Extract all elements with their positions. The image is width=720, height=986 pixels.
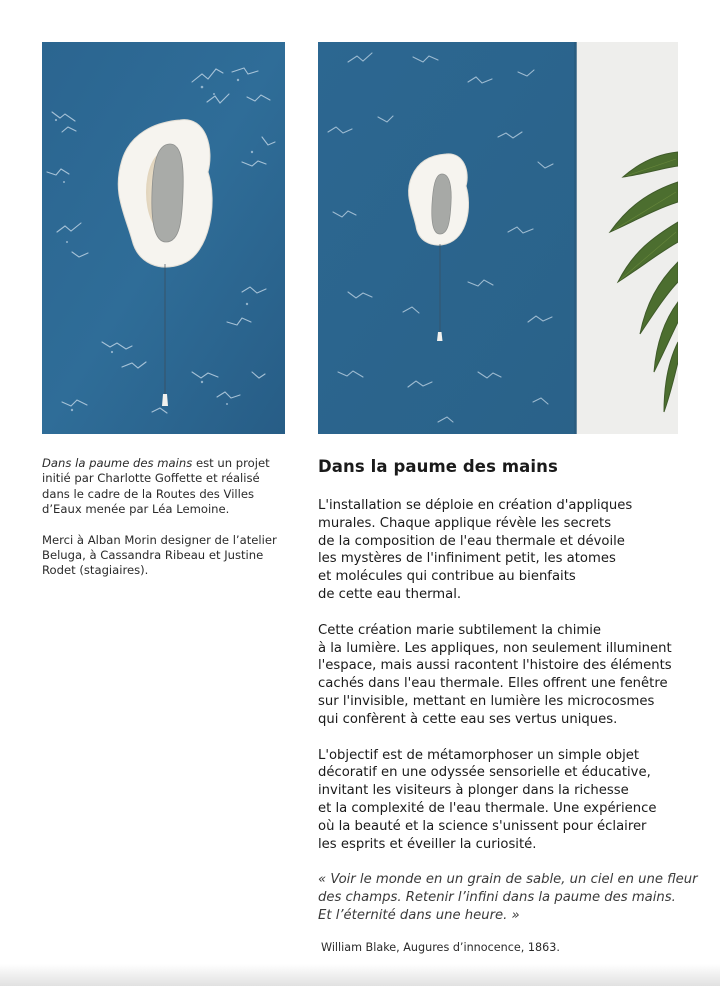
paragraph-line: décoratif en une odyssée sensorielle et éducative,: [318, 765, 651, 781]
credits-column: [42, 456, 287, 594]
acknowledgements: Merci à Alban Morin designer de l’atelier Beluga, à Cassandra Ribeau et Justine Rodet (stagiaires).: [42, 532, 277, 578]
project-caption-text: est un projet initié par Charlotte Goffette et réalisé dans le cadre de la Routes des Villes d’Eaux menée par Léa Lemoine.: [42, 456, 270, 517]
paragraph-line: L'objectif est de métamorphoser un simple objet: [318, 747, 640, 763]
paragraph-line: Cette création marie subtilement la chimie: [318, 622, 602, 638]
article-column: [318, 457, 698, 957]
paragraph-line: et la complexité de l'eau thermale. Une expérience: [318, 800, 657, 816]
quote-line: des champs. Retenir l’infini dans la paume des mains.: [318, 890, 676, 906]
paragraph-line: à la lumière. Les appliques, non seulement illuminent: [318, 640, 672, 656]
photo-wall-lamp-with-plant: [318, 42, 678, 434]
project-caption: [42, 456, 287, 518]
photo-wall-lamp-closeup: [42, 42, 285, 434]
page-bottom-shadow: [0, 964, 720, 986]
paragraph-line: et molécules qui contribue au bienfaits: [318, 569, 576, 585]
quote-line: Et l’éternité dans une heure. »: [318, 907, 520, 923]
project-title-italic: Dans la paume des mains: [42, 456, 193, 470]
paragraph-line: les mystères de l'infiniment petit, les atomes: [318, 551, 616, 567]
paragraph-line: les esprits et éveiller la curiosité.: [318, 836, 537, 852]
blake-quote: [318, 871, 698, 924]
paragraph-line: invitant les visiteurs à plonger dans la richesse: [318, 783, 629, 799]
paragraph-3: [318, 747, 690, 854]
paragraph-2: [318, 622, 690, 729]
article-heading: Dans la paume des mains: [318, 457, 558, 476]
paragraph-line: l'espace, mais aussi racontent l'histoire des éléments: [318, 658, 672, 674]
photo-wall-lamp-with-plant-image: [318, 42, 678, 434]
paragraph-line: où la beauté et la science s'unissent pour éclairer: [318, 818, 647, 834]
paragraph-1: [318, 497, 690, 604]
paragraph-line: cachés dans l'eau thermale. Elles offrent une fenêtre: [318, 676, 668, 692]
photo-wall-lamp-closeup-image: [42, 42, 285, 434]
paragraph-line: de cette eau thermal.: [318, 586, 462, 602]
paragraph-line: murales. Chaque applique révèle les secrets: [318, 515, 612, 531]
paragraph-line: sur l'invisible, mettant en lumière les microcosmes: [318, 693, 655, 709]
paragraph-line: de la composition de l'eau thermale et dévoile: [318, 533, 625, 549]
paragraph-line: qui confèrent à cette eau ses vertus uniques.: [318, 711, 618, 727]
paragraph-line: L'installation se déploie en création d'appliques: [318, 498, 633, 513]
quote-attribution: William Blake, Augures d’innocence, 1863.: [321, 940, 560, 954]
quote-line: « Voir le monde en un grain de sable, un ciel en une fleur: [318, 872, 698, 888]
